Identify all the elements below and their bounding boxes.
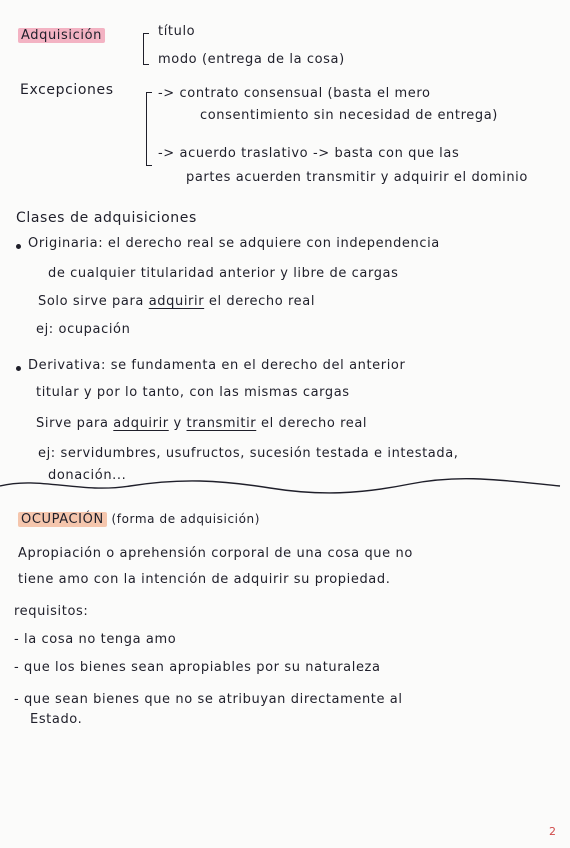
derivativa-line3-underlined-1: adquirir (113, 416, 169, 431)
originaria-line3 (38, 294, 315, 309)
ocupacion-def2: tiene amo con la intención de adquirir su propiedad. (18, 572, 391, 587)
originaria-line2: de cualquier titularidad anterior y libre de cargas (48, 266, 399, 281)
derivativa-ej1: ej: servidumbres, usufructos, sucesión testada e intestada, (38, 446, 459, 461)
heading-adquisicion (18, 28, 105, 43)
req2: - que los bienes sean apropiables por su naturaleza (14, 660, 381, 675)
derivativa-line3-y: y (168, 416, 187, 431)
adq-modo: modo (entrega de la cosa) (158, 52, 345, 67)
req1: - la cosa no tenga amo (14, 632, 177, 647)
req3-line1: - que sean bienes que no se atribuyan directamente al (14, 692, 403, 707)
derivativa-line3-b: el derecho real (256, 416, 368, 431)
originaria-line1 (28, 236, 440, 251)
derivativa-line3 (36, 416, 367, 431)
exc2-line2: partes acuerden transmitir y adquirir el dominio (186, 170, 528, 185)
derivativa-term: Derivativa (28, 358, 101, 373)
adquisicion-bracket (143, 33, 149, 65)
originaria-line3-b: el derecho real (204, 294, 316, 309)
originaria-ej: ej: ocupación (36, 322, 131, 337)
bullet-derivativa (16, 366, 21, 371)
adq-titulo: título (158, 24, 196, 39)
ocupacion-heading: OCUPACIÓN (18, 512, 107, 527)
originaria-line3-underlined: adquirir (148, 294, 205, 309)
derivativa-line1 (28, 358, 405, 373)
derivativa-line2: titular y por lo tanto, con las mismas cargas (36, 385, 350, 400)
req3-line2: Estado. (30, 712, 83, 727)
derivativa-def: : se fundamenta en el derecho del anterior (101, 358, 406, 373)
derivativa-ej2: donación... (48, 468, 127, 483)
page-number: 2 (549, 825, 556, 838)
bullet-originaria (16, 244, 21, 249)
heading-adquisicion-highlight: Adquisición (18, 28, 105, 43)
derivativa-line3-underlined-2: transmitir (186, 416, 257, 431)
ocupacion-def1: Apropiación o aprehensión corporal de una cosa que no (18, 546, 413, 561)
originaria-def: : el derecho real se adquiere con independencia (98, 236, 440, 251)
excepciones-label: Excepciones (20, 82, 114, 98)
ocupacion-sub: (forma de adquisición) (111, 512, 261, 526)
exc1-line1: -> contrato consensual (basta el mero (158, 86, 431, 101)
clases-heading: Clases de adquisiciones (16, 210, 197, 226)
ocupacion-heading-line (18, 512, 260, 527)
exc2-line1: -> acuerdo traslativo -> basta con que las (158, 146, 460, 161)
derivativa-line3-a: Sirve para (36, 416, 114, 431)
exc1-line2: consentimiento sin necesidad de entrega) (200, 108, 498, 123)
originaria-line3-a: Solo sirve para (38, 294, 149, 309)
requisitos-label: requisitos: (14, 604, 89, 619)
originaria-term: Originaria (28, 236, 99, 251)
excepciones-bracket (146, 92, 152, 166)
wavy-divider (0, 474, 570, 498)
